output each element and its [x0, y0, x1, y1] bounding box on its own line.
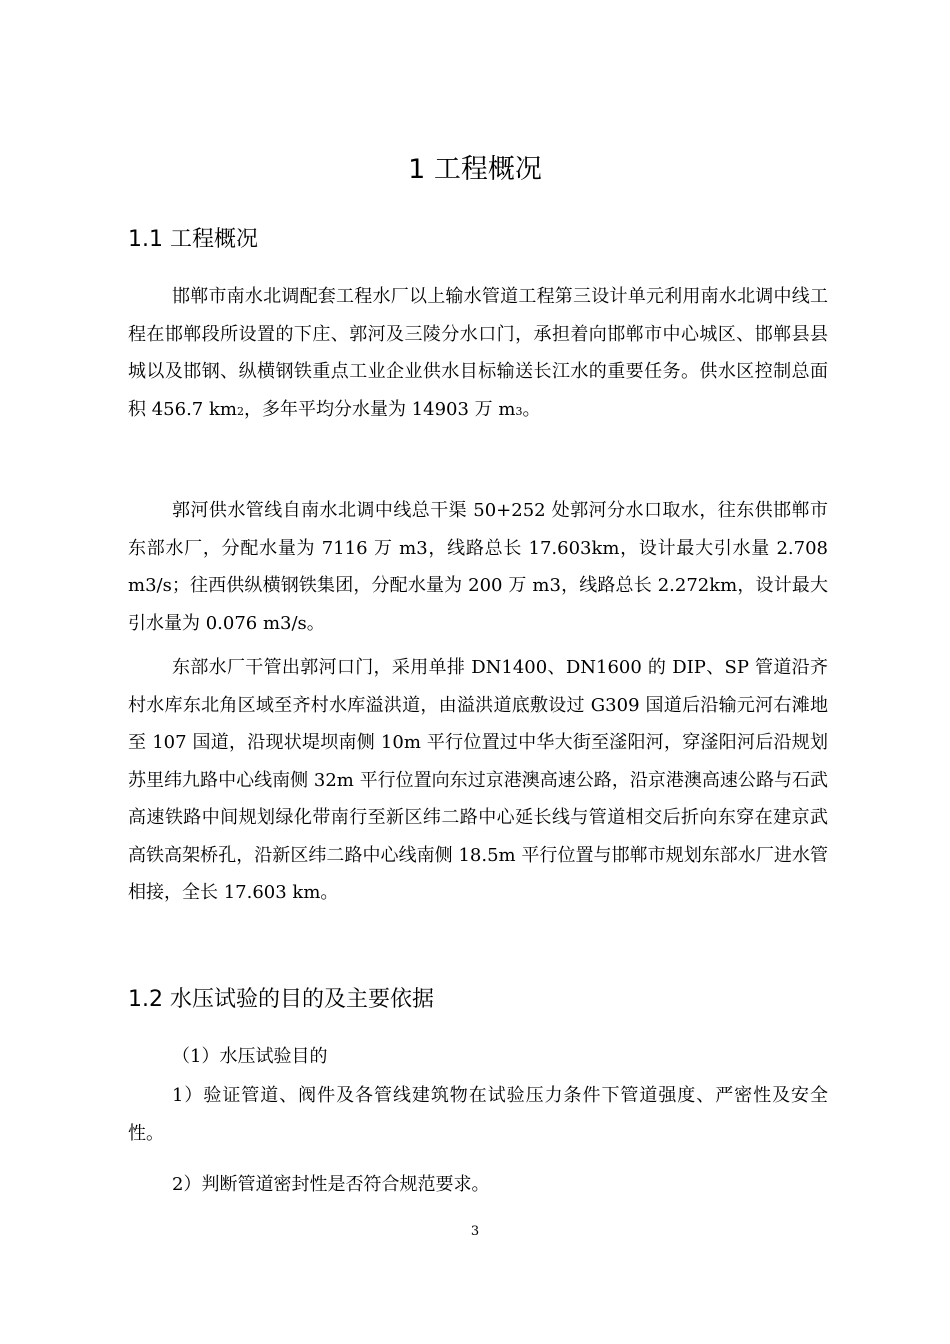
- paragraph-guohe-supply-line: 郭河供水管线自南水北调中线总干渠 50+252 处郭河分水口取水，往东供邯郸市东部水厂，分配水量为 7116 万 m3，线路总长 17.603km，设计最大引水量 2.708 m3/s；往西供纵横钢铁集团，分配水量为 200 万 m3，线路总长 2.272km，设计最大引水量为 0.076 m3/s。: [128, 500, 828, 634]
- page-number: 3: [470, 1224, 480, 1239]
- area-unit-exponent: 2: [236, 404, 244, 418]
- paragraph-project-overview: [128, 278, 828, 430]
- paragraph-text: ，多年平均分水量为 14903 万 m: [243, 398, 516, 420]
- chapter-title: 1 工程概况: [408, 154, 542, 185]
- paragraph-text: 。: [522, 398, 541, 420]
- section-heading-1-1: 1.1 工程概况: [128, 227, 258, 252]
- paragraph-purpose-1: 1）验证管道、阀件及各管线建筑物在试验压力条件下管道强度、严密性及安全性。: [128, 1085, 828, 1144]
- paragraph-text: 邯郸市南水北调配套工程水厂以上输水管道工程第三设计单元利用南水北调中线工程在邯郸段所设置的下庄、郭河及三陵分水口门，承担着向邯郸市中心城区、邯郸县县城以及邯钢、纵横钢铁重点工业企业供水目标输送长江水的重要任务。供水区控制总面积 456.7 km: [128, 286, 828, 420]
- paragraph-east-plant-main-pipe: 东部水厂干管出郭河口门，采用单排 DN1400、DN1600 的 DIP、SP 管道沿齐村水库东北角区域至齐村水库溢洪道，由溢洪道底敷设过 G309 国道后沿输元河右滩地至 107 国道，沿现状堤坝南侧 10m 平行位置过中华大街至滏阳河，穿滏阳河后沿规划苏里纬九路中心线南侧 32m 平行位置向东过京港澳高速公路，沿京港澳高速公路与石武高速铁路中间规划绿化带南行至新区纬二路中心延长线与管道相交后折向东穿在建京武高铁高架桥孔，沿新区纬二路中心线南侧 18.5m 平行位置与邯郸市规划东部水厂进水管相接，全长 17.603 km。: [128, 657, 828, 903]
- volume-unit-exponent: 3: [515, 404, 523, 418]
- paragraph-purpose-2: 2）判断管道密封性是否符合规范要求。: [172, 1174, 490, 1195]
- section-heading-1-2: 1.2 水压试验的目的及主要依据: [128, 987, 434, 1012]
- paragraph-test-purpose-label: （1）水压试验目的: [172, 1046, 328, 1067]
